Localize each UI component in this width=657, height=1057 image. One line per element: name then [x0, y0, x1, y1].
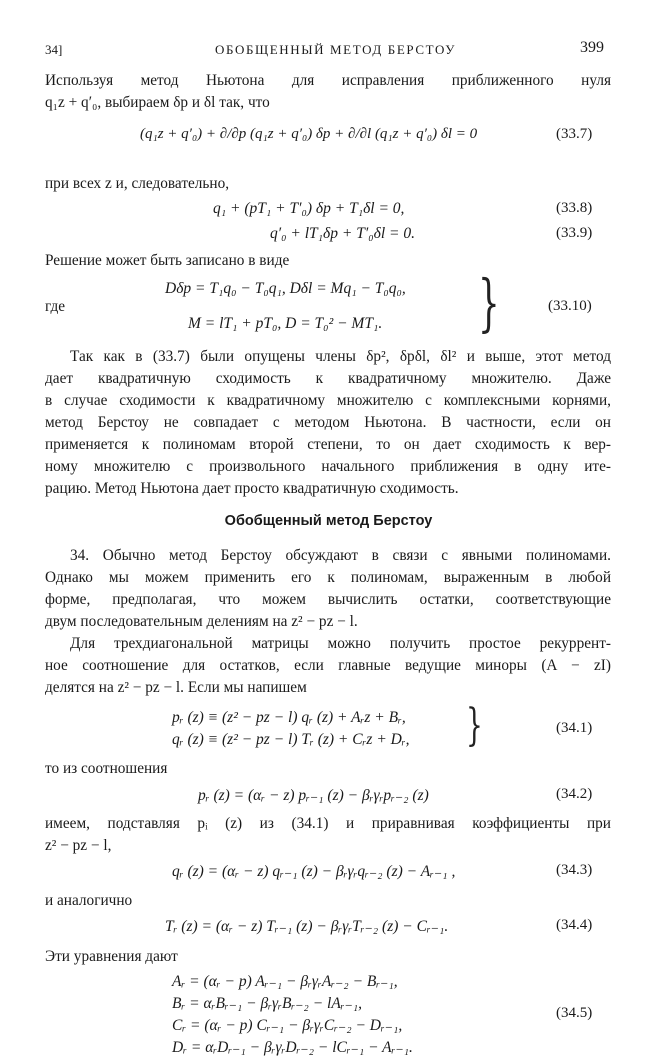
- text-line: Решение может быть записано в виде: [45, 252, 290, 269]
- right-brace: }: [466, 700, 483, 751]
- header-section-number: 34]: [45, 42, 63, 57]
- equation-number: (34.1): [556, 720, 593, 736]
- text-line: делятся на z² − pz − l. Если мы напишем: [45, 679, 307, 696]
- equation-number: (34.2): [556, 786, 593, 802]
- equation-33-10-line-2: M = lT₁ + pT₀, D = T₀² − MT₁.: [188, 315, 383, 332]
- text-line: двум последовательным делениям на z² − pz − l.: [45, 613, 358, 630]
- equation-33-8: q₁ + (pT₁ + T′₀) δp + T₁δl = 0,: [213, 200, 405, 217]
- where-word: где: [45, 298, 66, 315]
- text-line: в случае сходимости к квадратичному множителю с комплексными корнями,: [45, 392, 611, 409]
- equation-34-2: pᵣ (z) = (αᵣ − z) pᵣ₋₁ (z) − βᵣγᵣpᵣ₋₂ (z): [198, 787, 429, 804]
- text-line: метод Берстоу не совпадает с методом Ньютона. В частности, если он: [45, 414, 611, 431]
- text-line: имеем, подставляя pᵢ (z) из (34.1) и приравнивая коэффициенты при: [45, 815, 611, 832]
- equation-33-9: q′₀ + lT₁δp + T′₀δl = 0.: [270, 225, 415, 242]
- right-brace: }: [478, 266, 500, 339]
- equation-34-5-line-1: Aᵣ = (αᵣ − p) Aᵣ₋₁ − βᵣγᵣAᵣ₋₂ − Bᵣ₋₁,: [172, 973, 398, 990]
- text-line: q₁z + q′₀, выбираем δp и δl так, что: [45, 94, 270, 111]
- text-line: Так как в (33.7) были опущены члены δp², δpδl, δl² и выше, этот метод: [70, 348, 611, 365]
- equation-33-10-line-1: Dδp = T₁q₀ − T₀q₁, Dδl = Mq₁ − T₀q₀,: [165, 280, 406, 297]
- section-title: Обобщенный метод Берстоу: [224, 513, 433, 529]
- text-line: Используя метод Ньютона для исправления приближенного нуля: [45, 72, 611, 89]
- text-line: ному множителю с произвольного начального приближения в одну ите-: [45, 458, 611, 475]
- equation-34-1-line-2: qᵣ (z) ≡ (z² − pz − l) Tᵣ (z) + Cᵣz + Dᵣ,: [172, 731, 410, 748]
- equation-number: (34.3): [556, 862, 593, 878]
- equation-34-5-line-4: Dᵣ = αᵣDᵣ₋₁ − βᵣγᵣDᵣ₋₂ − lCᵣ₋₁ − Aᵣ₋₁.: [172, 1039, 413, 1056]
- running-header-title: ОБОБЩЕННЫЙ МЕТОД БЕРСТОУ: [215, 42, 457, 57]
- text-line: то из соотношения: [45, 760, 168, 777]
- equation-number: (34.4): [556, 917, 593, 933]
- text-line: 34. Обычно метод Берстоу обсуждают в связи с явными полиномами.: [70, 547, 611, 564]
- equation-34-1-line-1: pᵣ (z) ≡ (z² − pz − l) qᵣ (z) + Aᵣz + Bᵣ,: [172, 709, 406, 726]
- equation-number: (33.8): [556, 200, 593, 216]
- text-line: рацию. Метод Ньютона дает просто квадратичную сходимость.: [45, 480, 459, 497]
- text-line: дает квадратичную сходимость к квадратичному множителю. Даже: [45, 370, 611, 387]
- equation-number: (33.10): [548, 298, 592, 314]
- text-line: при всех z и, следовательно,: [45, 175, 230, 192]
- equation-34-3: qᵣ (z) = (αᵣ − z) qᵣ₋₁ (z) − βᵣγᵣqᵣ₋₂ (z) − Aᵣ₋₁ ,: [172, 863, 456, 880]
- equation-number: (33.7): [556, 126, 593, 142]
- equation-34-5-line-2: Bᵣ = αᵣBᵣ₋₁ − βᵣγᵣBᵣ₋₂ − lAᵣ₋₁,: [172, 995, 363, 1012]
- text-line: z² − pz − l,: [45, 837, 112, 854]
- equation-number: (34.5): [556, 1005, 593, 1021]
- equation-33-7: (q₁z + q′₀) + ∂/∂p (q₁z + q′₀) δp + ∂/∂l (q₁z + q′₀) δl = 0: [140, 126, 478, 142]
- page-number: 399: [580, 39, 604, 56]
- equation-number: (33.9): [556, 225, 593, 241]
- text-line: и аналогично: [45, 892, 133, 909]
- equation-34-5-line-3: Cᵣ = (αᵣ − p) Cᵣ₋₁ − βᵣγᵣCᵣ₋₂ − Dᵣ₋₁,: [172, 1017, 403, 1034]
- text-line: форме, предполагая, что можем вычислить остатки, соответствующие: [45, 591, 611, 608]
- text-line: Однако мы можем применить его к полиномам, выраженным в любой: [45, 569, 611, 586]
- text-line: ное соотношение для остатков, если главные ведущие миноры (A − zI): [45, 657, 611, 674]
- equation-34-4: Tᵣ (z) = (αᵣ − z) Tᵣ₋₁ (z) − βᵣγᵣTᵣ₋₂ (z) − Cᵣ₋₁.: [165, 918, 449, 935]
- text-line: Эти уравнения дают: [45, 948, 178, 965]
- text-line: применяется к полиномам второй степени, то он дает сходимость к вер-: [45, 436, 611, 453]
- text-line: Для трехдиагональной матрицы можно получить простое рекуррент-: [70, 635, 611, 652]
